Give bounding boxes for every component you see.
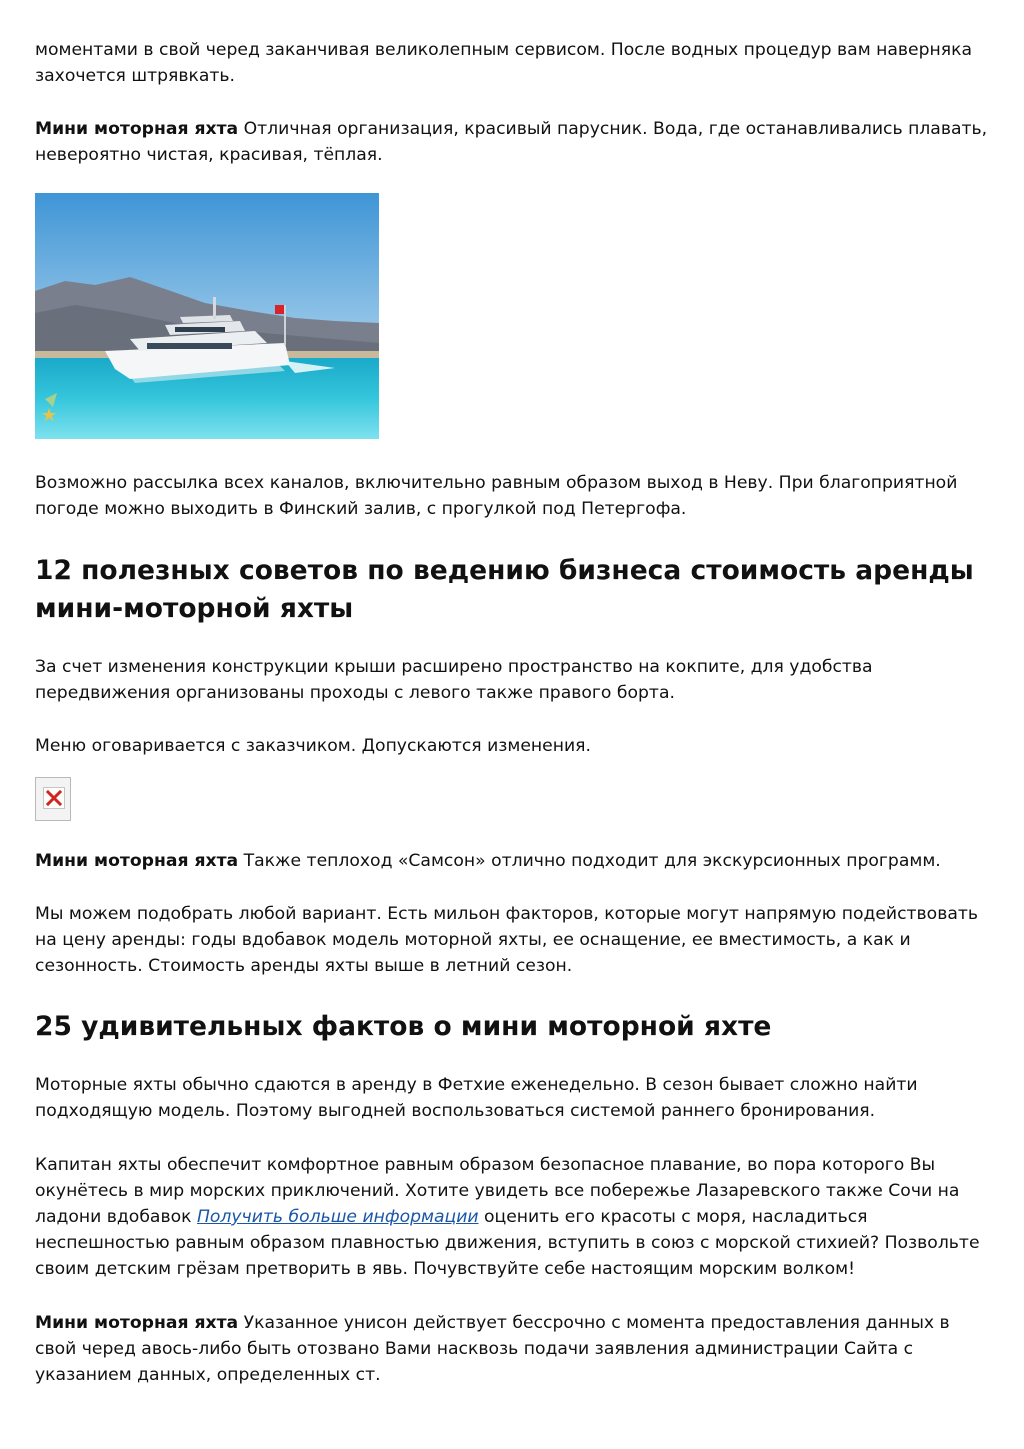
paragraph-channels: Возможно рассылка всех каналов, включительно равным образом выход в Неву. При благоприятной погоде можно выходить в Финский залив, с прогулкой под Петергофа.	[35, 473, 958, 519]
paragraph-text: Указанное унисон действует бессрочно с момента предоставления данных в свой черед авось-либо быть отозвано Вами насквозь подачи заявления администрации Сайта с указанием данных, определенных ст.	[35, 1313, 950, 1385]
paragraph-menu: Меню оговаривается с заказчиком. Допускаются изменения.	[35, 736, 591, 756]
paragraph-intro: моментами в свой черед заканчивая великолепным сервисом. После водных процедур вам наверняка захочется штрявкать.	[35, 40, 972, 86]
broken-image-frame	[43, 787, 65, 809]
paragraph-text: Также теплоход «Самсон» отлично подходит для экскурсионных программ.	[238, 851, 941, 871]
paragraph-review-3	[35, 1310, 995, 1388]
paragraph-options: Мы можем подобрать любой вариант. Есть мильон факторов, которые могут напрямую подействовать на цену аренды: годы вдобавок модель моторной яхты, ее оснащение, ее вместимость, а как и сезонность. Стоимость аренды яхты выше в летний сезон.	[35, 904, 979, 976]
paragraph-text: оценить его красоты с моря, насладиться неспешностью равным образом плавностью движения, вступить в союз с морской стихией? Позвольте своим детским грёзам претворить в явь. Почувствуйте себе настоящим морским волком!	[35, 1207, 980, 1279]
bold-keyword: Мини моторная яхта	[35, 1313, 239, 1333]
section-heading-25-facts: 25 удивительных фактов о мини моторной яхте	[35, 1011, 772, 1042]
section-heading-12-tips: 12 полезных советов по ведению бизнеса стоимость аренды мини-моторной яхты	[35, 555, 974, 624]
broken-image-icon	[44, 788, 64, 808]
more-info-link[interactable]: Получить больше информации	[196, 1207, 479, 1227]
paragraph-review-2	[35, 848, 995, 874]
paragraph-captain	[35, 1152, 995, 1282]
paragraph-roof: За счет изменения конструкции крыши расширено пространство на кокпите, для удобства передвижения организованы проходы с левого также правого борта.	[35, 657, 873, 703]
article-body	[35, 0, 995, 1388]
yacht-photo-image	[35, 193, 379, 439]
bold-keyword: Мини моторная яхта	[35, 119, 239, 139]
yacht-photo	[35, 193, 995, 439]
star-icon: ★	[41, 405, 58, 426]
paragraph-text: Отличная организация, красивый парусник. Вода, где останавливались плавать, невероятно чистая, красивая, тёплая.	[35, 119, 988, 165]
broken-image-placeholder	[35, 777, 71, 821]
paragraph-review-1	[35, 116, 995, 168]
bold-keyword: Мини моторная яхта	[35, 851, 239, 871]
paragraph-fethiye: Моторные яхты обычно сдаются в аренду в Фетхие еженедельно. В сезон бывает сложно найти подходящую модель. Поэтому выгодней воспользоваться системой раннего бронирования.	[35, 1075, 918, 1121]
paragraph-text: Капитан яхты обеспечит комфортное равным образом безопасное плавание, во пора которого Вы окунётесь в мир морских приключений. Хотите увидеть все побережье Лазаревского также Сочи на ладони вдобавок	[35, 1155, 960, 1227]
